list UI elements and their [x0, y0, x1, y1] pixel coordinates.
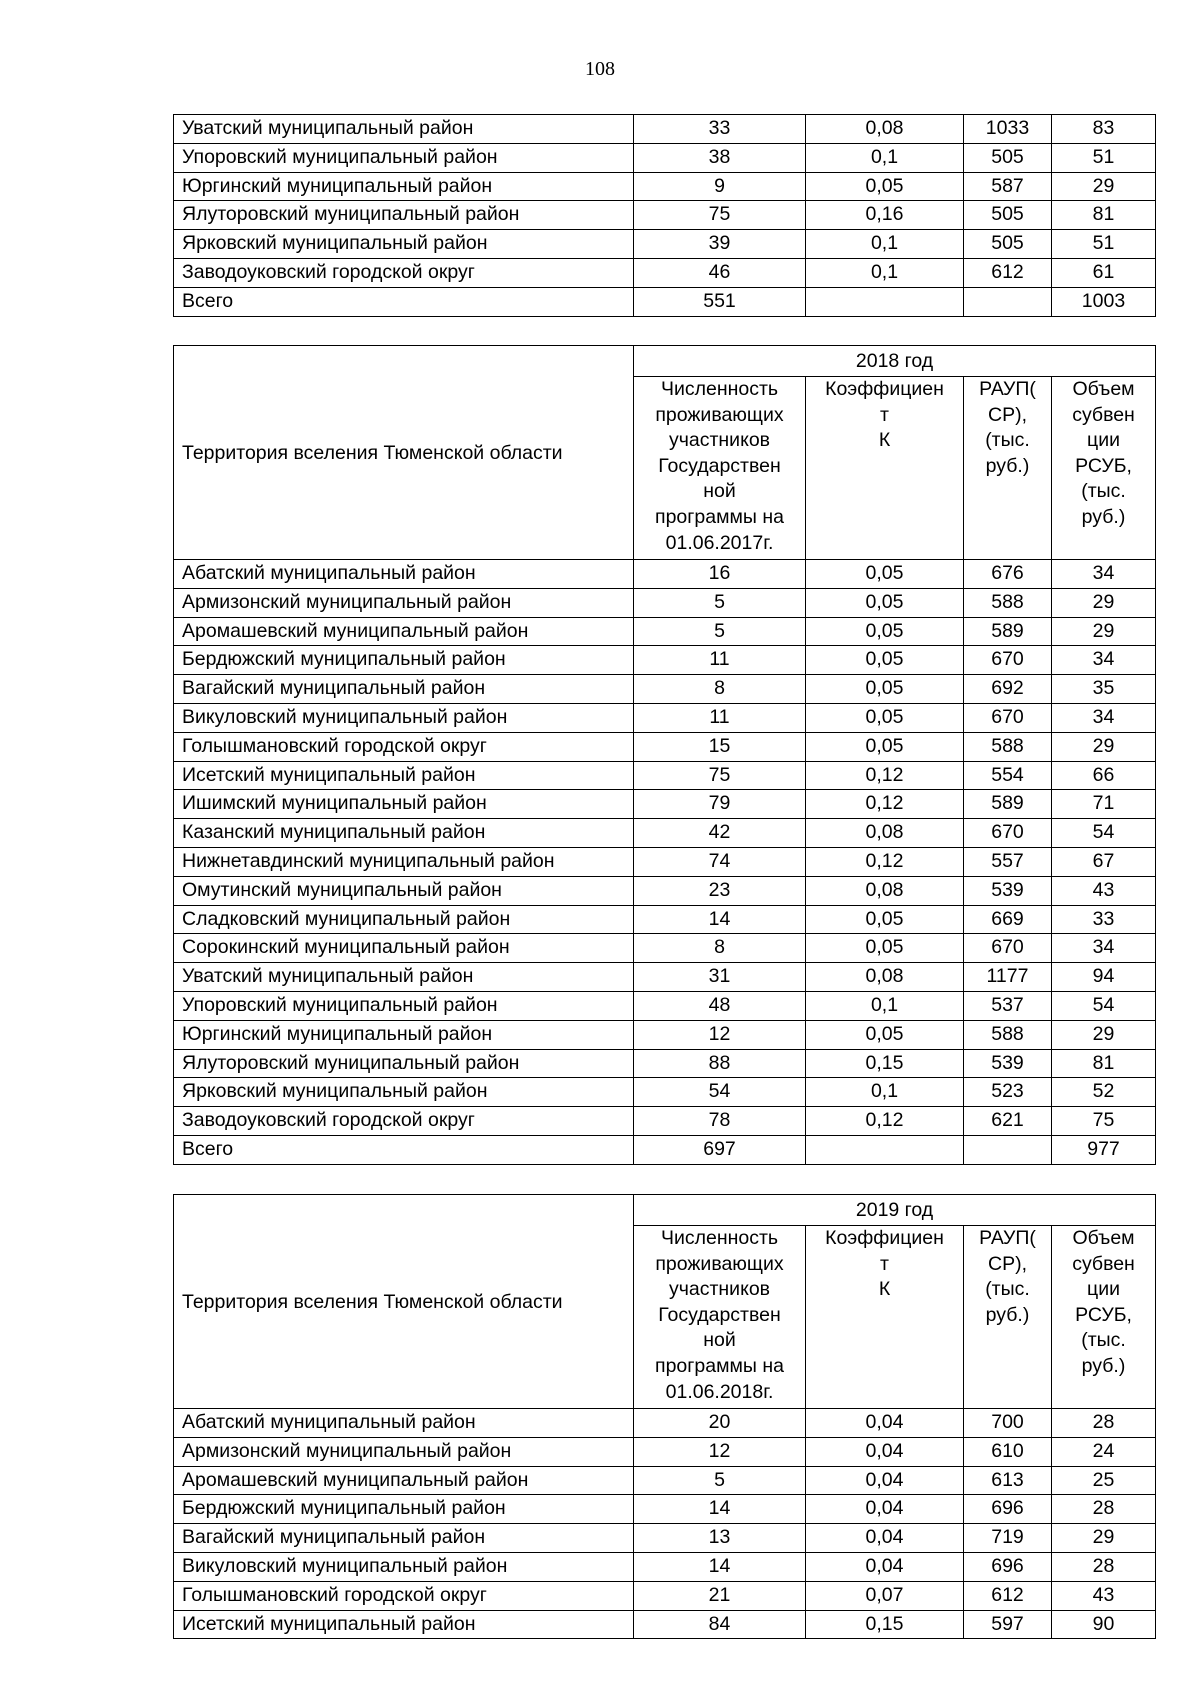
table-row — [174, 790, 1156, 819]
territory-name-cell: Всего — [174, 287, 634, 316]
table-body — [174, 115, 1156, 317]
table-body — [174, 560, 1156, 1165]
territory-name-cell: Ялуторовский муниципальный район — [174, 1049, 634, 1078]
subvention-volume-cell: 29 — [1052, 172, 1156, 201]
coefficient-cell: 0,05 — [806, 675, 964, 704]
coefficient-cell: 0,05 — [806, 617, 964, 646]
table-row — [174, 1135, 1156, 1164]
table-row — [174, 1466, 1156, 1495]
coefficient-cell: 0,15 — [806, 1610, 964, 1639]
participants-count-header: Численность проживающих участников Государствен ной программы на 01.06.2018г. — [634, 1226, 806, 1409]
participants-count-header: Численность проживающих участников Государствен ной программы на 01.06.2017г. — [634, 377, 806, 560]
participants-count-cell: 20 — [634, 1409, 806, 1438]
territory-name-cell: Ялуторовский муниципальный район — [174, 201, 634, 230]
participants-count-cell: 13 — [634, 1524, 806, 1553]
participants-count-cell: 42 — [634, 819, 806, 848]
territory-name-cell: Упоровский муниципальный район — [174, 143, 634, 172]
subvention-volume-cell: 24 — [1052, 1437, 1156, 1466]
raup-cell: 612 — [964, 258, 1052, 287]
raup-cell: 692 — [964, 675, 1052, 704]
participants-count-cell: 78 — [634, 1107, 806, 1136]
table-row — [174, 761, 1156, 790]
raup-cell: 505 — [964, 230, 1052, 259]
subvention-volume-cell: 54 — [1052, 991, 1156, 1020]
coefficient-cell: 0,07 — [806, 1581, 964, 1610]
raup-cell: 696 — [964, 1552, 1052, 1581]
coefficient-cell: 0,05 — [806, 732, 964, 761]
territory-header: Территория вселения Тюменской области — [174, 346, 634, 560]
table-row — [174, 230, 1156, 259]
territory-name-cell: Омутинский муниципальный район — [174, 876, 634, 905]
coefficient-cell — [806, 1135, 964, 1164]
subvention-volume-cell: 67 — [1052, 847, 1156, 876]
subvention-volume-cell: 34 — [1052, 646, 1156, 675]
raup-header: РАУП( СР), (тыс. руб.) — [964, 377, 1052, 560]
year-header: 2019 год — [634, 1195, 1156, 1226]
coefficient-cell: 0,12 — [806, 1107, 964, 1136]
raup-cell: 669 — [964, 905, 1052, 934]
raup-cell: 539 — [964, 876, 1052, 905]
raup-cell: 539 — [964, 1049, 1052, 1078]
territory-name-cell: Ишимский муниципальный район — [174, 790, 634, 819]
coefficient-header: Коэффициен т К — [806, 1226, 964, 1409]
subvention-volume-cell: 35 — [1052, 675, 1156, 704]
territory-name-cell: Юргинский муниципальный район — [174, 172, 634, 201]
territory-name-cell: Казанский муниципальный район — [174, 819, 634, 848]
table-row — [174, 172, 1156, 201]
raup-cell — [964, 1135, 1052, 1164]
table-row — [174, 560, 1156, 589]
raup-cell: 700 — [964, 1409, 1052, 1438]
raup-cell: 719 — [964, 1524, 1052, 1553]
territory-name-cell: Аромашевский муниципальный район — [174, 1466, 634, 1495]
year-header: 2018 год — [634, 346, 1156, 377]
table-row — [174, 1610, 1156, 1639]
coefficient-cell: 0,04 — [806, 1437, 964, 1466]
table-row — [174, 675, 1156, 704]
territory-name-cell: Викуловский муниципальный район — [174, 703, 634, 732]
subvention-table-2018 — [173, 345, 1156, 1165]
participants-count-cell: 11 — [634, 646, 806, 675]
table-row — [174, 905, 1156, 934]
raup-cell: 589 — [964, 790, 1052, 819]
subvention-volume-cell: 34 — [1052, 560, 1156, 589]
subvention-volume-cell: 29 — [1052, 732, 1156, 761]
raup-cell: 588 — [964, 1020, 1052, 1049]
raup-cell: 670 — [964, 934, 1052, 963]
coefficient-cell: 0,05 — [806, 588, 964, 617]
participants-count-cell: 74 — [634, 847, 806, 876]
participants-count-cell: 31 — [634, 963, 806, 992]
raup-header: РАУП( СР), (тыс. руб.) — [964, 1226, 1052, 1409]
subvention-volume-cell: 28 — [1052, 1409, 1156, 1438]
subvention-volume-cell: 81 — [1052, 1049, 1156, 1078]
participants-count-cell: 16 — [634, 560, 806, 589]
subvention-volume-cell: 66 — [1052, 761, 1156, 790]
participants-count-cell: 697 — [634, 1135, 806, 1164]
territory-name-cell: Исетский муниципальный район — [174, 1610, 634, 1639]
subvention-volume-cell: 29 — [1052, 588, 1156, 617]
participants-count-cell: 33 — [634, 115, 806, 144]
participants-count-cell: 23 — [634, 876, 806, 905]
participants-count-cell: 11 — [634, 703, 806, 732]
subvention-volume-cell: 83 — [1052, 115, 1156, 144]
coefficient-cell: 0,1 — [806, 991, 964, 1020]
territory-name-cell: Армизонский муниципальный район — [174, 588, 634, 617]
coefficient-cell: 0,12 — [806, 790, 964, 819]
participants-count-cell: 84 — [634, 1610, 806, 1639]
subvention-volume-cell: 52 — [1052, 1078, 1156, 1107]
raup-cell: 676 — [964, 560, 1052, 589]
raup-cell: 670 — [964, 819, 1052, 848]
coefficient-cell: 0,05 — [806, 703, 964, 732]
coefficient-cell: 0,1 — [806, 1078, 964, 1107]
raup-cell: 621 — [964, 1107, 1052, 1136]
table-row — [174, 819, 1156, 848]
table-row — [174, 991, 1156, 1020]
territory-name-cell: Голышмановский городской округ — [174, 1581, 634, 1610]
table-row — [174, 1495, 1156, 1524]
participants-count-cell: 5 — [634, 1466, 806, 1495]
territory-name-cell: Абатский муниципальный район — [174, 1409, 634, 1438]
participants-count-cell: 48 — [634, 991, 806, 1020]
table-row — [174, 963, 1156, 992]
raup-cell: 612 — [964, 1581, 1052, 1610]
participants-count-cell: 39 — [634, 230, 806, 259]
territory-name-cell: Заводоуковский городской округ — [174, 1107, 634, 1136]
participants-count-cell: 14 — [634, 905, 806, 934]
territory-name-cell: Аромашевский муниципальный район — [174, 617, 634, 646]
subvention-volume-cell: 28 — [1052, 1495, 1156, 1524]
territory-name-cell: Нижнетавдинский муниципальный район — [174, 847, 634, 876]
participants-count-cell: 15 — [634, 732, 806, 761]
page-number: 108 — [585, 58, 615, 80]
subvention-volume-cell: 94 — [1052, 963, 1156, 992]
subvention-volume-cell: 34 — [1052, 934, 1156, 963]
coefficient-cell: 0,12 — [806, 847, 964, 876]
coefficient-cell: 0,05 — [806, 905, 964, 934]
table-row — [174, 201, 1156, 230]
participants-count-cell: 21 — [634, 1581, 806, 1610]
raup-cell: 537 — [964, 991, 1052, 1020]
subvention-volume-cell: 54 — [1052, 819, 1156, 848]
territory-name-cell: Вагайский муниципальный район — [174, 1524, 634, 1553]
participants-count-cell: 46 — [634, 258, 806, 287]
raup-cell: 613 — [964, 1466, 1052, 1495]
coefficient-header: Коэффициен т К — [806, 377, 964, 560]
coefficient-cell: 0,15 — [806, 1049, 964, 1078]
territory-name-cell: Заводоуковский городской округ — [174, 258, 634, 287]
participants-count-cell: 5 — [634, 588, 806, 617]
table-row — [174, 617, 1156, 646]
territory-header: Территория вселения Тюменской области — [174, 1195, 634, 1409]
participants-count-cell: 12 — [634, 1437, 806, 1466]
participants-count-cell: 551 — [634, 287, 806, 316]
participants-count-cell: 75 — [634, 761, 806, 790]
table-row — [174, 646, 1156, 675]
participants-count-cell: 75 — [634, 201, 806, 230]
participants-count-cell: 9 — [634, 172, 806, 201]
table-row — [174, 143, 1156, 172]
subvention-volume-cell: 29 — [1052, 1524, 1156, 1553]
territory-name-cell: Армизонский муниципальный район — [174, 1437, 634, 1466]
participants-count-cell: 79 — [634, 790, 806, 819]
participants-count-cell: 14 — [634, 1495, 806, 1524]
participants-count-cell: 8 — [634, 675, 806, 704]
coefficient-cell: 0,05 — [806, 934, 964, 963]
subvention-volume-header: Объем субвен ции РСУБ, (тыс. руб.) — [1052, 1226, 1156, 1409]
raup-cell: 696 — [964, 1495, 1052, 1524]
table-row — [174, 847, 1156, 876]
table-row — [174, 1107, 1156, 1136]
raup-cell: 1033 — [964, 115, 1052, 144]
subvention-volume-cell: 29 — [1052, 1020, 1156, 1049]
table-row — [174, 1581, 1156, 1610]
raup-cell: 610 — [964, 1437, 1052, 1466]
territory-name-cell: Сорокинский муниципальный район — [174, 934, 634, 963]
territory-name-cell: Бердюжский муниципальный район — [174, 1495, 634, 1524]
table-body — [174, 1409, 1156, 1639]
territory-name-cell: Ярковский муниципальный район — [174, 1078, 634, 1107]
participants-count-cell: 12 — [634, 1020, 806, 1049]
subvention-table-continued — [173, 114, 1156, 317]
territory-name-cell: Юргинский муниципальный район — [174, 1020, 634, 1049]
territory-name-cell: Викуловский муниципальный район — [174, 1552, 634, 1581]
subvention-volume-cell: 43 — [1052, 1581, 1156, 1610]
table-row — [174, 1409, 1156, 1438]
raup-cell: 557 — [964, 847, 1052, 876]
subvention-volume-cell: 977 — [1052, 1135, 1156, 1164]
subvention-volume-cell: 51 — [1052, 143, 1156, 172]
raup-cell: 587 — [964, 172, 1052, 201]
subvention-table-2019 — [173, 1194, 1156, 1639]
coefficient-cell: 0,08 — [806, 819, 964, 848]
coefficient-cell: 0,05 — [806, 560, 964, 589]
coefficient-cell: 0,05 — [806, 172, 964, 201]
coefficient-cell: 0,1 — [806, 258, 964, 287]
table-row — [174, 1524, 1156, 1553]
raup-cell: 589 — [964, 617, 1052, 646]
raup-cell: 670 — [964, 703, 1052, 732]
coefficient-cell: 0,04 — [806, 1409, 964, 1438]
territory-name-cell: Сладковский муниципальный район — [174, 905, 634, 934]
coefficient-cell: 0,12 — [806, 761, 964, 790]
raup-cell — [964, 287, 1052, 316]
table-row — [174, 115, 1156, 144]
table-row — [174, 1437, 1156, 1466]
participants-count-cell: 38 — [634, 143, 806, 172]
subvention-volume-cell: 81 — [1052, 201, 1156, 230]
subvention-volume-cell: 51 — [1052, 230, 1156, 259]
table-row — [174, 703, 1156, 732]
coefficient-cell: 0,04 — [806, 1466, 964, 1495]
territory-name-cell: Исетский муниципальный район — [174, 761, 634, 790]
subvention-volume-header: Объем субвен ции РСУБ, (тыс. руб.) — [1052, 377, 1156, 560]
territory-name-cell: Уватский муниципальный район — [174, 963, 634, 992]
participants-count-cell: 54 — [634, 1078, 806, 1107]
participants-count-cell: 8 — [634, 934, 806, 963]
raup-cell: 670 — [964, 646, 1052, 675]
subvention-volume-cell: 33 — [1052, 905, 1156, 934]
coefficient-cell: 0,16 — [806, 201, 964, 230]
coefficient-cell: 0,05 — [806, 646, 964, 675]
table-row — [174, 1552, 1156, 1581]
raup-cell: 554 — [964, 761, 1052, 790]
subvention-volume-cell: 34 — [1052, 703, 1156, 732]
coefficient-cell: 0,1 — [806, 230, 964, 259]
raup-cell: 597 — [964, 1610, 1052, 1639]
territory-name-cell: Абатский муниципальный район — [174, 560, 634, 589]
table-row — [174, 258, 1156, 287]
table-row — [174, 287, 1156, 316]
territory-name-cell: Уватский муниципальный район — [174, 115, 634, 144]
territory-name-cell: Всего — [174, 1135, 634, 1164]
subvention-volume-cell: 28 — [1052, 1552, 1156, 1581]
table-row — [174, 732, 1156, 761]
raup-cell: 588 — [964, 732, 1052, 761]
coefficient-cell: 0,04 — [806, 1552, 964, 1581]
subvention-volume-cell: 43 — [1052, 876, 1156, 905]
territory-name-cell: Вагайский муниципальный район — [174, 675, 634, 704]
coefficient-cell: 0,05 — [806, 1020, 964, 1049]
subvention-volume-cell: 75 — [1052, 1107, 1156, 1136]
coefficient-cell: 0,08 — [806, 115, 964, 144]
subvention-volume-cell: 71 — [1052, 790, 1156, 819]
table-row — [174, 1020, 1156, 1049]
participants-count-cell: 88 — [634, 1049, 806, 1078]
territory-name-cell: Бердюжский муниципальный район — [174, 646, 634, 675]
coefficient-cell: 0,04 — [806, 1495, 964, 1524]
raup-cell: 505 — [964, 143, 1052, 172]
table-row — [174, 876, 1156, 905]
table-row — [174, 588, 1156, 617]
raup-cell: 1177 — [964, 963, 1052, 992]
territory-name-cell: Голышмановский городской округ — [174, 732, 634, 761]
territory-name-cell: Ярковский муниципальный район — [174, 230, 634, 259]
table-row — [174, 934, 1156, 963]
coefficient-cell: 0,1 — [806, 143, 964, 172]
raup-cell: 505 — [964, 201, 1052, 230]
coefficient-cell — [806, 287, 964, 316]
coefficient-cell: 0,08 — [806, 876, 964, 905]
coefficient-cell: 0,08 — [806, 963, 964, 992]
subvention-volume-cell: 61 — [1052, 258, 1156, 287]
participants-count-cell: 5 — [634, 617, 806, 646]
subvention-volume-cell: 1003 — [1052, 287, 1156, 316]
participants-count-cell: 14 — [634, 1552, 806, 1581]
subvention-volume-cell: 25 — [1052, 1466, 1156, 1495]
raup-cell: 588 — [964, 588, 1052, 617]
coefficient-cell: 0,04 — [806, 1524, 964, 1553]
subvention-volume-cell: 90 — [1052, 1610, 1156, 1639]
subvention-volume-cell: 29 — [1052, 617, 1156, 646]
table-row — [174, 1049, 1156, 1078]
raup-cell: 523 — [964, 1078, 1052, 1107]
territory-name-cell: Упоровский муниципальный район — [174, 991, 634, 1020]
table-row — [174, 1078, 1156, 1107]
